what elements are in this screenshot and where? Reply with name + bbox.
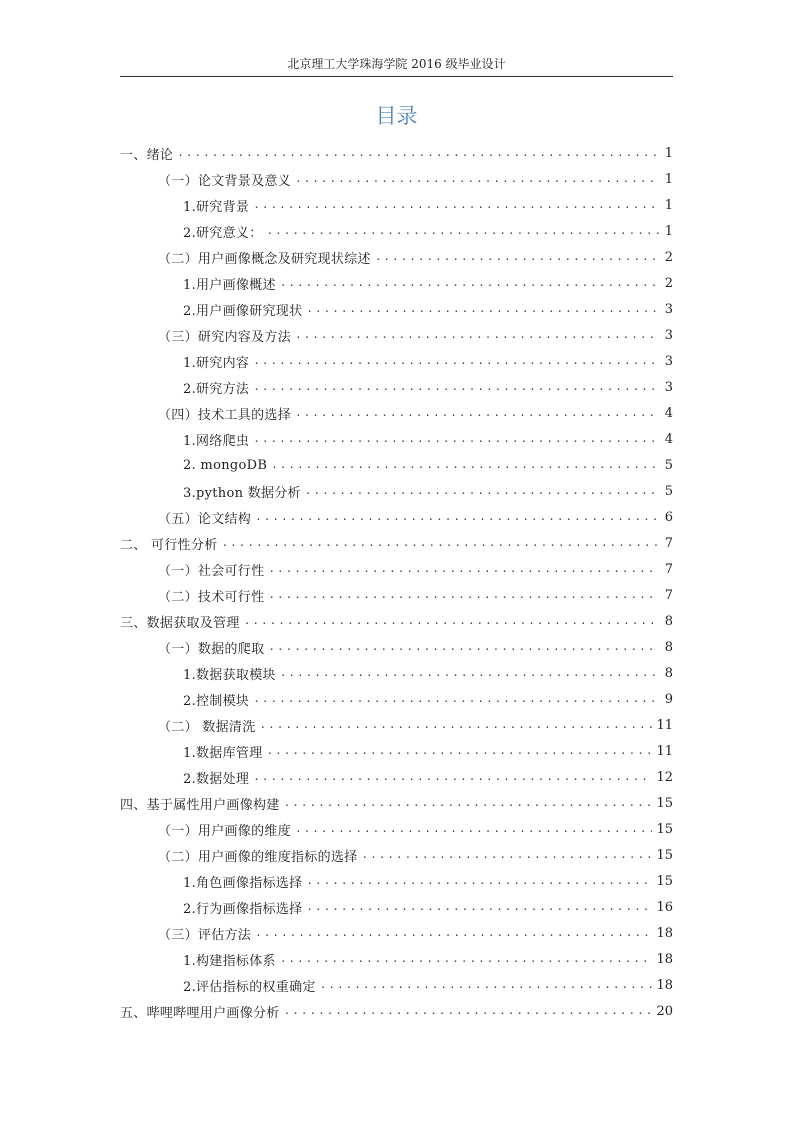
toc-page-number: 7: [664, 561, 673, 577]
toc-entry-title: 2.研究方法: [183, 381, 250, 397]
toc-entry-title: 1.数据库管理: [183, 745, 263, 761]
toc-entry[interactable]: [120, 790, 673, 816]
toc-entry[interactable]: [120, 608, 673, 634]
toc-entry-title: （一）数据的爬取: [158, 641, 265, 657]
toc-entry-title: （三）研究内容及方法: [158, 329, 292, 345]
toc-page-number: 7: [664, 535, 673, 551]
toc-entry[interactable]: [120, 686, 673, 712]
toc-entry-title: 二、 可行性分析: [120, 537, 218, 553]
toc-entry-title: 1.用户画像概述: [183, 277, 276, 293]
toc-entry[interactable]: [120, 946, 673, 972]
toc-dot-leader: [253, 686, 659, 712]
toc-entry[interactable]: [120, 426, 673, 452]
toc-page-number: 8: [664, 665, 673, 681]
toc-entry-title: （二）技术可行性: [158, 589, 265, 605]
toc-entry-title: （五）论文结构: [158, 511, 252, 527]
toc-page-number: 2: [664, 275, 673, 291]
page-header: 北京理工大学珠海学院 2016 级毕业设计: [287, 57, 506, 71]
toc-dot-leader: [306, 868, 652, 894]
toc-page-number: 4: [664, 405, 673, 421]
toc-entry-title: 三、数据获取及管理: [120, 615, 240, 631]
toc-dot-leader: [267, 218, 659, 244]
toc-entry[interactable]: [120, 166, 673, 192]
toc-dot-leader: [305, 478, 659, 504]
toc-page-number: 12: [656, 769, 673, 785]
toc-entry[interactable]: [120, 894, 673, 920]
toc-dot-leader: [320, 972, 653, 998]
toc-page-number: 1: [664, 197, 673, 213]
toc-entry-title: 2.行为画像指标选择: [183, 901, 303, 917]
toc-dot-leader: [295, 322, 659, 348]
toc-dot-leader: [295, 816, 652, 842]
toc-entry[interactable]: [120, 192, 673, 218]
toc-page-number: 5: [664, 483, 673, 499]
toc-entry[interactable]: [120, 660, 673, 686]
toc-entry-title: 2. mongoDB: [183, 457, 268, 473]
toc-page-number: 15: [656, 821, 673, 837]
toc-page-number: 5: [664, 457, 673, 473]
toc-entry-title: 1.网络爬虫: [183, 433, 250, 449]
toc-entry-title: 五、哔哩哔哩用户画像分析: [120, 1005, 280, 1021]
table-of-contents: [120, 140, 673, 1024]
toc-page-number: 7: [664, 587, 673, 603]
toc-dot-leader: [177, 140, 659, 166]
toc-page-number: 15: [656, 873, 673, 889]
toc-entry-title: 1.数据获取模块: [183, 667, 276, 683]
toc-page-number: 15: [656, 795, 673, 811]
toc-page-number: 3: [664, 301, 673, 317]
toc-dot-leader: [268, 582, 659, 608]
toc-entry[interactable]: [120, 920, 673, 946]
toc-entry-title: 1.角色画像指标选择: [183, 875, 303, 891]
toc-entry[interactable]: [120, 712, 673, 738]
toc-entry[interactable]: [120, 348, 673, 374]
toc-entry-title: （二） 数据清洗: [158, 719, 256, 735]
toc-dot-leader: [280, 946, 653, 972]
toc-dot-leader: [222, 530, 659, 556]
toc-entry-title: 2.用户画像研究现状: [183, 303, 303, 319]
toc-entry[interactable]: [120, 504, 673, 530]
toc-page-number: 11: [656, 717, 673, 733]
toc-page-number: 9: [664, 691, 673, 707]
toc-entry[interactable]: [120, 738, 673, 764]
toc-entry-title: （二）用户画像概念及研究现状综述: [158, 251, 371, 267]
toc-page-number: 11: [656, 743, 673, 759]
toc-dot-leader: [253, 374, 659, 400]
toc-page-number: 1: [664, 223, 673, 239]
toc-page-number: 18: [656, 925, 673, 941]
toc-dot-leader: [268, 634, 659, 660]
toc-dot-leader: [295, 400, 659, 426]
toc-dot-leader: [375, 244, 659, 270]
toc-entry-title: 一、绪论: [120, 147, 174, 163]
toc-entry[interactable]: [120, 582, 673, 608]
toc-entry[interactable]: [120, 530, 673, 556]
toc-page-number: 1: [664, 171, 673, 187]
toc-entry-title: 2.数据处理: [183, 771, 250, 787]
toc-entry[interactable]: [120, 556, 673, 582]
toc-title: 目录: [375, 104, 418, 128]
toc-entry[interactable]: [120, 764, 673, 790]
toc-entry-title: 1.构建指标体系: [183, 953, 276, 969]
toc-entry[interactable]: [120, 296, 673, 322]
toc-entry-title: 1.研究背景: [183, 199, 250, 215]
toc-entry[interactable]: [120, 816, 673, 842]
toc-dot-leader: [255, 504, 659, 530]
toc-entry[interactable]: [120, 374, 673, 400]
toc-dot-leader: [280, 270, 659, 296]
toc-dot-leader: [244, 608, 659, 634]
toc-dot-leader: [268, 556, 659, 582]
toc-page-number: 6: [664, 509, 673, 525]
toc-entry-title: 2.评估指标的权重确定: [183, 979, 316, 995]
toc-entry[interactable]: [120, 998, 673, 1024]
toc-dot-leader: [362, 842, 653, 868]
toc-page-number: 8: [664, 613, 673, 629]
toc-entry-title: （四）技术工具的选择: [158, 407, 292, 423]
toc-dot-leader: [253, 426, 659, 452]
toc-dot-leader: [284, 998, 653, 1024]
toc-dot-leader: [306, 296, 659, 322]
toc-page-number: 3: [664, 379, 673, 395]
toc-entry[interactable]: [120, 634, 673, 660]
toc-entry-title: （一）论文背景及意义: [158, 173, 292, 189]
toc-entry-title: 2.研究意义：: [183, 225, 263, 241]
toc-dot-leader: [267, 738, 653, 764]
toc-page-number: 18: [656, 951, 673, 967]
toc-entry[interactable]: [120, 842, 673, 868]
toc-dot-leader: [295, 166, 659, 192]
toc-dot-leader: [284, 790, 653, 816]
toc-entry-title: （三）评估方法: [158, 927, 252, 943]
toc-entry[interactable]: [120, 972, 673, 998]
toc-dot-leader: [253, 348, 659, 374]
toc-page-number: 18: [656, 977, 673, 993]
toc-entry[interactable]: [120, 244, 673, 270]
toc-page-number: 16: [656, 899, 673, 915]
toc-entry[interactable]: [120, 218, 673, 244]
toc-page-number: 3: [664, 353, 673, 369]
toc-dot-leader: [253, 192, 659, 218]
toc-entry-title: （一）社会可行性: [158, 563, 265, 579]
toc-page-number: 8: [664, 639, 673, 655]
toc-dot-leader: [260, 712, 653, 738]
toc-entry[interactable]: [120, 478, 673, 504]
header-rule: [120, 76, 673, 77]
toc-entry-title: 2.控制模块: [183, 693, 250, 709]
toc-dot-leader: [255, 920, 652, 946]
toc-entry-title: 3.python 数据分析: [183, 485, 301, 501]
toc-page-number: 20: [656, 1003, 673, 1019]
toc-page-number: 3: [664, 327, 673, 343]
toc-entry[interactable]: [120, 140, 673, 166]
toc-dot-leader: [306, 894, 652, 920]
toc-entry-title: （二）用户画像的维度指标的选择: [158, 849, 358, 865]
toc-entry[interactable]: [120, 868, 673, 894]
toc-page-number: 15: [656, 847, 673, 863]
toc-entry[interactable]: [120, 270, 673, 296]
toc-entry-title: 1.研究内容: [183, 355, 250, 371]
toc-dot-leader: [253, 764, 652, 790]
toc-page-number: 4: [664, 431, 673, 447]
toc-page-number: 1: [664, 145, 673, 161]
toc-entry[interactable]: [120, 452, 673, 478]
toc-entry[interactable]: [120, 322, 673, 348]
toc-entry[interactable]: [120, 400, 673, 426]
toc-dot-leader: [280, 660, 659, 686]
toc-page-number: 2: [664, 249, 673, 265]
toc-entry-title: 四、基于属性用户画像构建: [120, 797, 280, 813]
toc-dot-leader: [271, 452, 659, 478]
toc-entry-title: （一）用户画像的维度: [158, 823, 292, 839]
